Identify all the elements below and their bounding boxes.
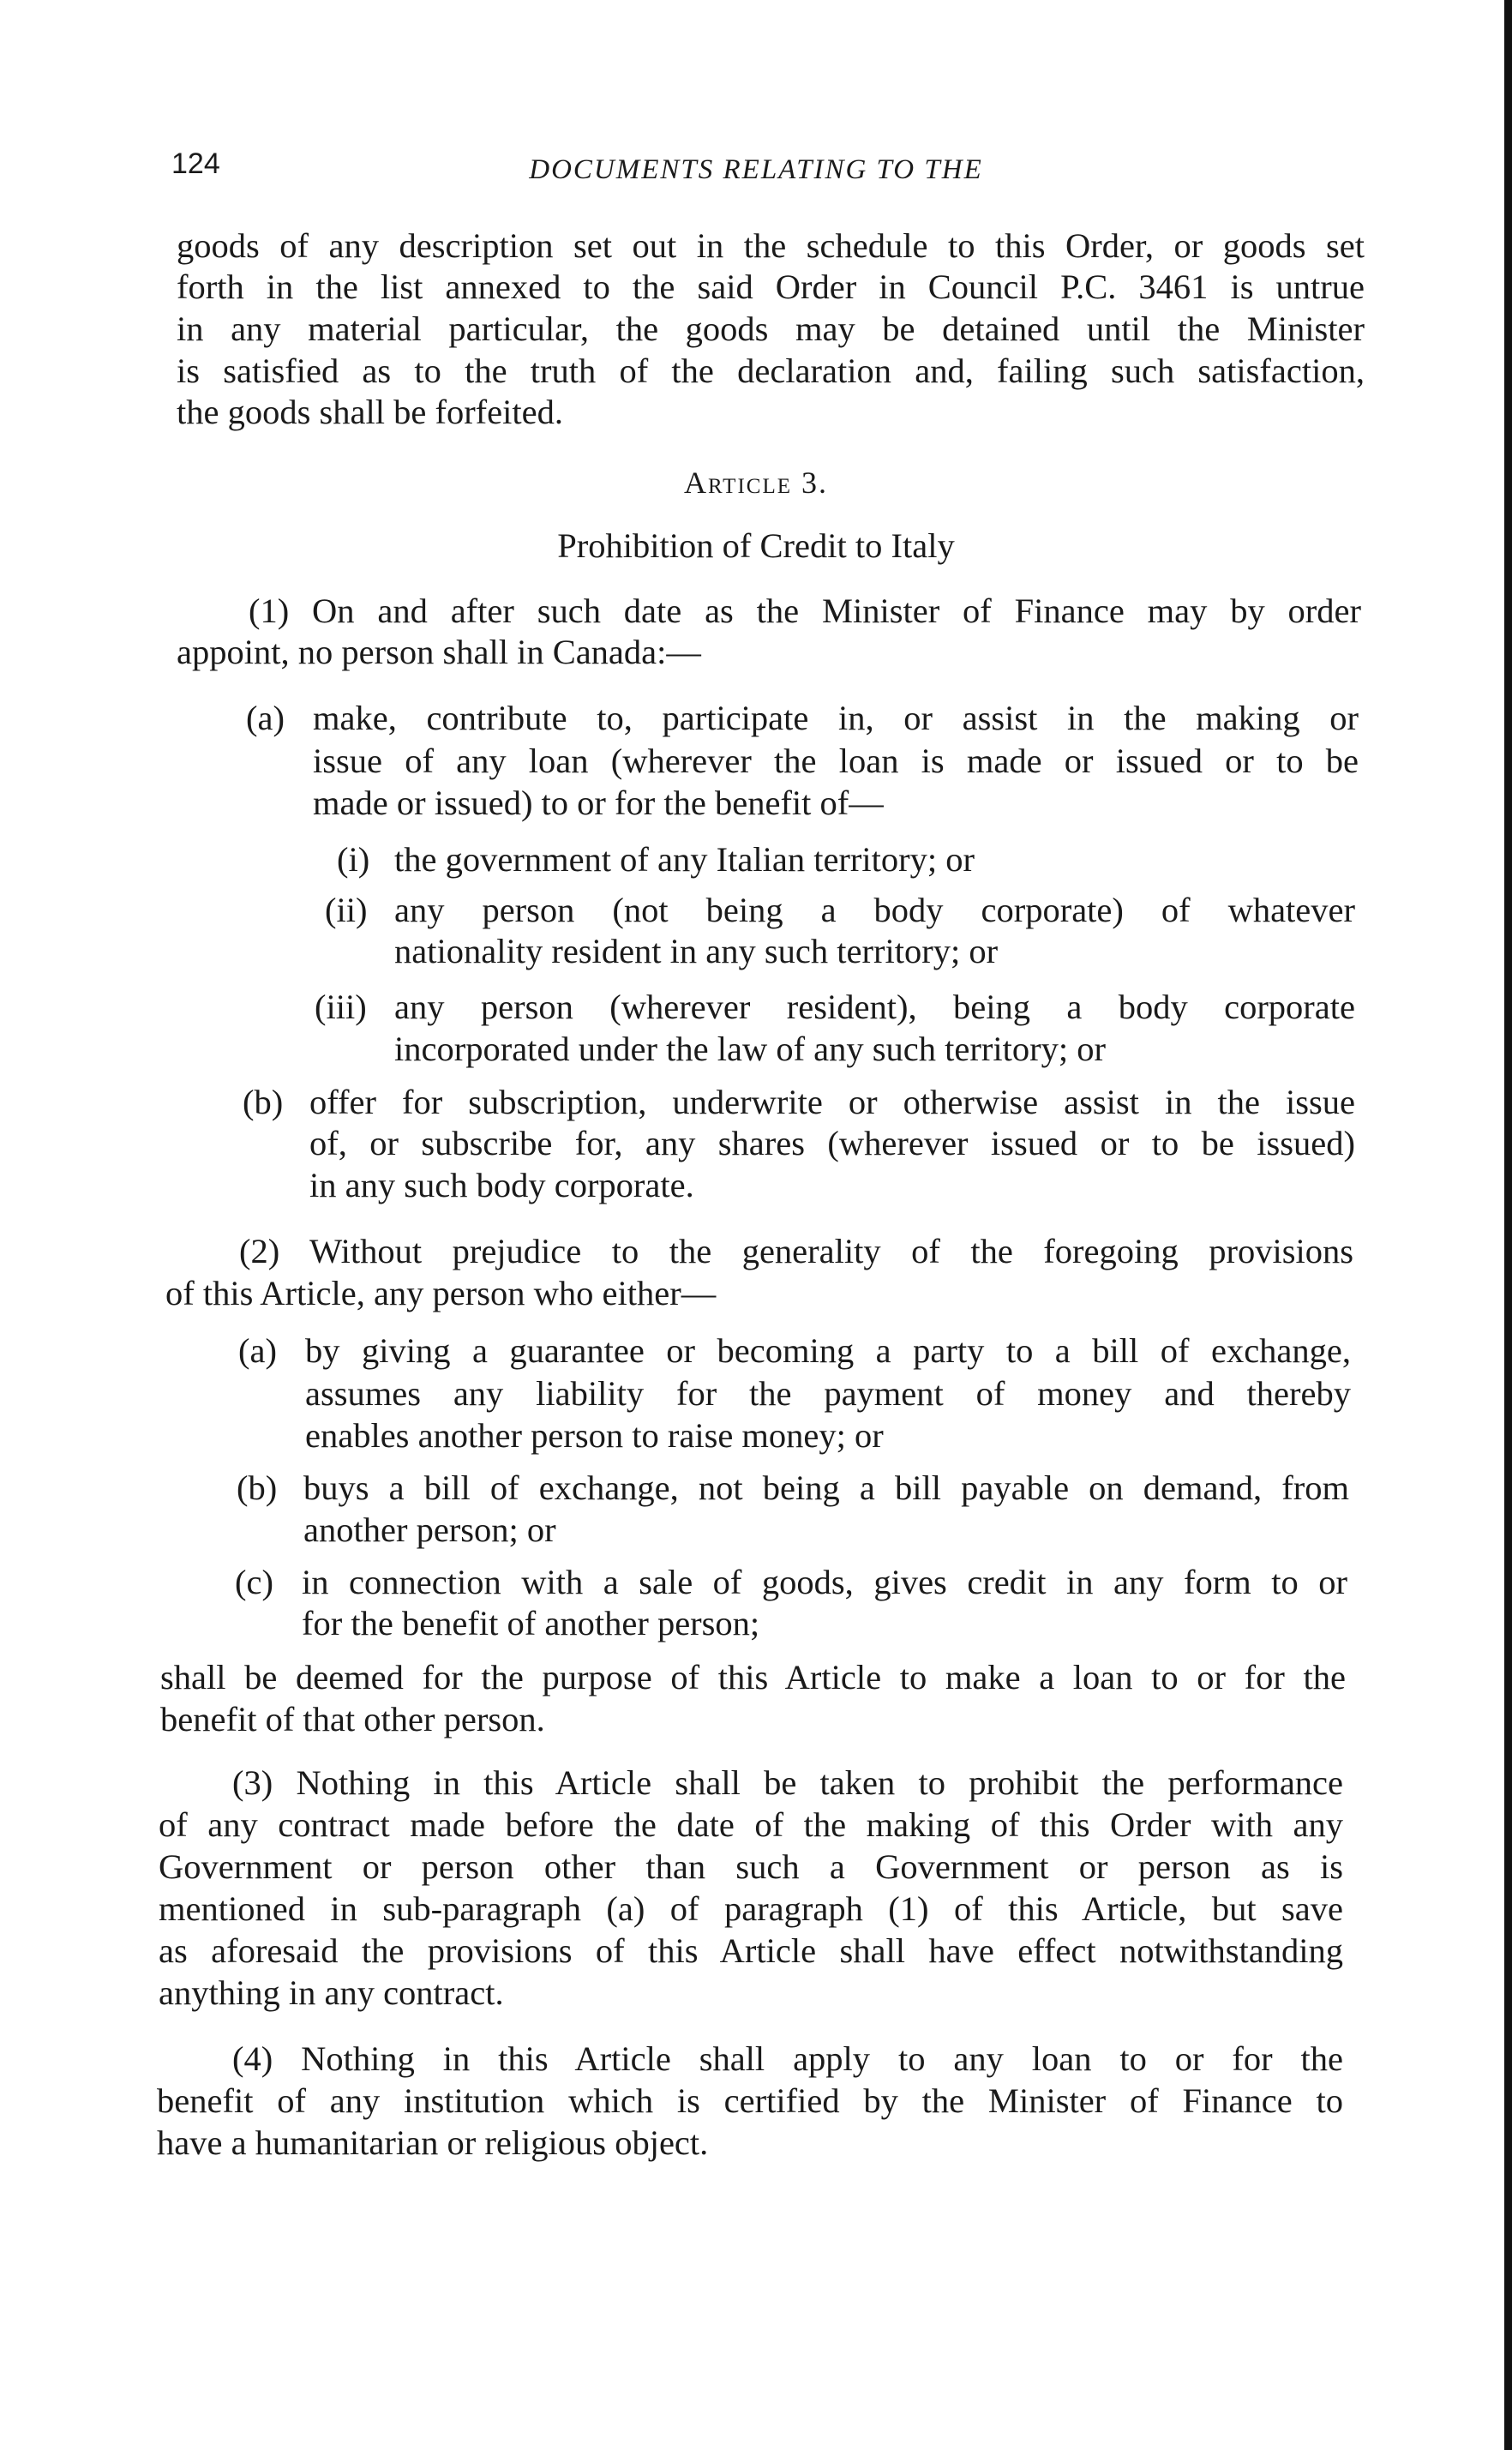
clause-label: (b) (243, 1083, 284, 1121)
text-line: by giving a guarantee or becoming a party to a bill of exchange, (305, 1331, 1351, 1370)
text-line: as aforesaid the provisions of this Article shall have effect notwithstanding (159, 1931, 1343, 1970)
clause-label: (i) (337, 840, 370, 879)
text-line: is satisfied as to the truth of the declaration and, failing such satisfaction, (177, 351, 1365, 390)
text-line: (2) Without prejudice to the generality of the foregoing provisions (239, 1232, 1353, 1270)
text-line: (1) On and after such date as the Minister of Finance may by order (249, 591, 1361, 630)
text-line: goods of any description set out in the schedule to this Order, or goods set (177, 226, 1365, 265)
text-line: in connection with a sale of goods, gives credit in any form to or (302, 1563, 1347, 1601)
text-line: the goods shall be forfeited. (177, 393, 563, 431)
text-line: the government of any Italian territory; or (394, 840, 975, 879)
text-line: in any such body corporate. (309, 1166, 694, 1204)
text-line: made or issued) to or for the benefit of— (313, 784, 884, 822)
text-line: in any material particular, the goods may be detained until the Minister (177, 309, 1365, 348)
text-line: enables another person to raise money; or (305, 1416, 884, 1455)
text-line: benefit of that other person. (160, 1700, 545, 1738)
text-line: offer for subscription, underwrite or otherwise assist in the issue (309, 1083, 1355, 1121)
clause-label: (c) (235, 1563, 273, 1601)
clause-label: (a) (238, 1331, 277, 1370)
page-number: 124 (171, 147, 220, 180)
article-title: Prohibition of Credit to Italy (557, 526, 955, 565)
clause-label: (iii) (315, 988, 367, 1026)
text-line: nationality resident in any such territory; or (394, 932, 999, 970)
text-line: incorporated under the law of any such territory; or (394, 1030, 1106, 1068)
text-line: any person (not being a body corporate) of whatever (394, 891, 1355, 929)
text-line: forth in the list annexed to the said Order in Council P.C. 3461 is untrue (177, 267, 1365, 306)
article-heading: Article 3. (684, 465, 828, 500)
text-line: buys a bill of exchange, not being a bill payable on demand, from (303, 1468, 1349, 1507)
text-line: of, or subscribe for, any shares (wherever issued or to be issued) (309, 1124, 1355, 1162)
clause-label: (b) (237, 1468, 278, 1507)
text-line: mentioned in sub-paragraph (a) of paragraph (1) of this Article, but save (159, 1889, 1343, 1928)
text-line: (4) Nothing in this Article shall apply to any loan to or for the (232, 2039, 1343, 2078)
running-head: DOCUMENTS RELATING TO THE (529, 154, 983, 185)
text-line: make, contribute to, participate in, or assist in the making or (313, 699, 1359, 737)
text-line: for the benefit of another person; (302, 1604, 760, 1642)
text-line: appoint, no person shall in Canada:— (177, 633, 701, 671)
page-edge (1504, 0, 1512, 2450)
text-line: Government or person other than such a Government or person as is (159, 1847, 1343, 1886)
clause-label: (ii) (325, 891, 368, 929)
text-line: have a humanitarian or religious object. (157, 2123, 709, 2162)
text-line: benefit of any institution which is certified by the Minister of Finance to (157, 2081, 1343, 2120)
text-line: (3) Nothing in this Article shall be taken to prohibit the performance (232, 1763, 1343, 1802)
text-line: assumes any liability for the payment of money and thereby (305, 1374, 1351, 1413)
text-line: of any contract made before the date of the making of this Order with any (159, 1805, 1343, 1844)
text-line: any person (wherever resident), being a body corporate (394, 988, 1355, 1026)
text-line: another person; or (303, 1510, 556, 1549)
text-line: anything in any contract. (159, 1973, 504, 2012)
text-line: of this Article, any person who either— (165, 1274, 717, 1312)
text-line: shall be deemed for the purpose of this Article to make a loan to or for the (160, 1658, 1346, 1696)
text-line: issue of any loan (wherever the loan is made or issued or to be (313, 742, 1359, 780)
clause-label: (a) (246, 699, 285, 737)
